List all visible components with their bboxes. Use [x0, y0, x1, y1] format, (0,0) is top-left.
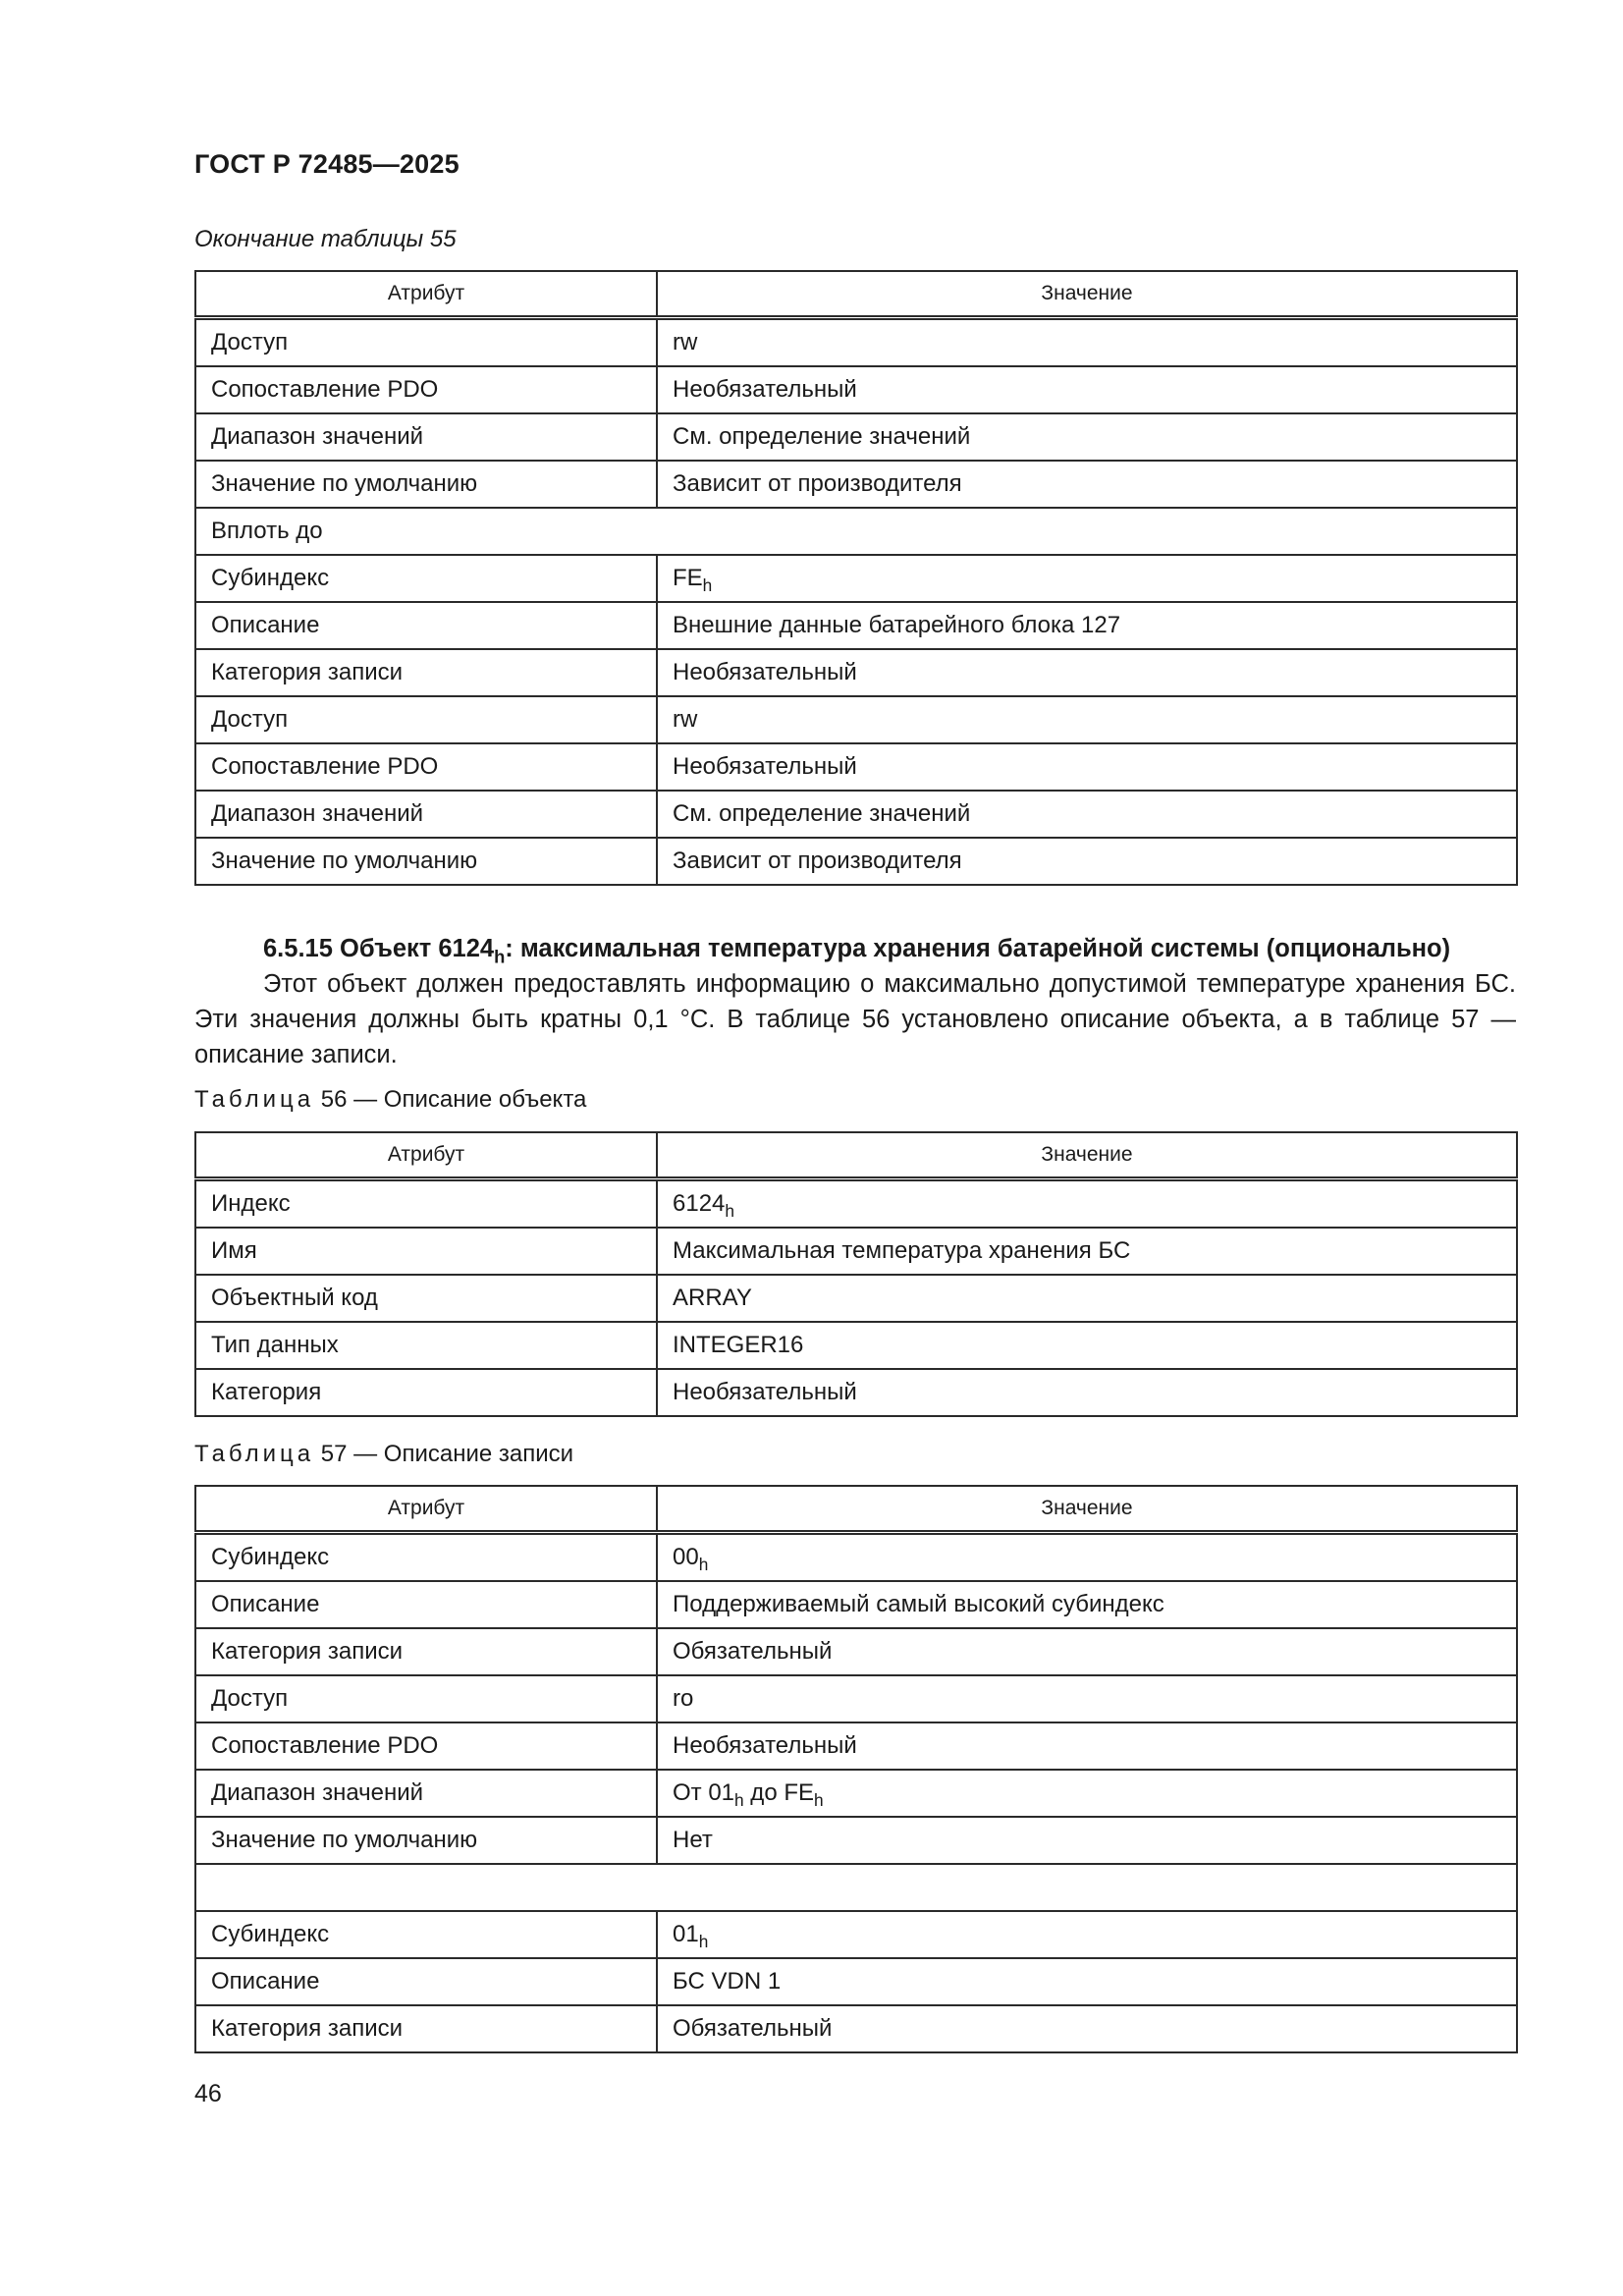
column-header-value: Значение — [657, 1132, 1517, 1179]
table-55 — [194, 270, 1518, 886]
table-row — [195, 1228, 1517, 1275]
table-row — [195, 1275, 1517, 1322]
attribute-cell: Тип данных — [195, 1322, 657, 1369]
table-row — [195, 743, 1517, 791]
column-header-value: Значение — [657, 271, 1517, 318]
attribute-cell: Объектный код — [195, 1275, 657, 1322]
table-row — [195, 1958, 1517, 2005]
attribute-cell: Значение по умолчанию — [195, 838, 657, 885]
value-cell: БС VDN 1 — [657, 1958, 1517, 2005]
table-row — [195, 1369, 1517, 1416]
value-cell: Необязательный — [657, 743, 1517, 791]
table-row — [195, 2005, 1517, 2052]
value-cell: $00_h$ — [657, 1533, 1517, 1582]
attribute-cell: Индекс — [195, 1179, 657, 1229]
table-row — [195, 413, 1517, 461]
value-cell: Обязательный — [657, 2005, 1517, 2052]
value-cell: См. определение значений — [657, 791, 1517, 838]
table-header-row — [195, 271, 1517, 318]
table-57 — [194, 1485, 1518, 2053]
attribute-cell: Категория — [195, 1369, 657, 1416]
table-row — [195, 1322, 1517, 1369]
attribute-cell: Диапазон значений — [195, 791, 657, 838]
value-cell: Зависит от производителя — [657, 461, 1517, 508]
column-header-attribute: Атрибут — [195, 1486, 657, 1533]
value-cell: rw — [657, 696, 1517, 743]
value-cell: Обязательный — [657, 1628, 1517, 1675]
table-row — [195, 1817, 1517, 1864]
document-id: ГОСТ Р 72485—2025 — [194, 149, 460, 179]
value-cell: См. определение значений — [657, 413, 1517, 461]
section-heading: 6.5.15 Объект $6124_h$: максимальная температура хранения батарейной системы (опционально) — [263, 935, 1451, 967]
table-row — [195, 791, 1517, 838]
attribute-cell: Диапазон значений — [195, 1770, 657, 1817]
section-paragraph: Этот объект должен предоставлять информацию о максимально допустимой температуре хранения БС. Эти значения должны быть кратны 0,1 °C. В таблице 56 установлено описание объекта, а в таблице 57 — описание записи. — [194, 970, 1516, 1068]
value-cell: Нет — [657, 1817, 1517, 1864]
attribute-cell: Категория записи — [195, 1628, 657, 1675]
value-cell: Внешние данные батарейного блока 127 — [657, 602, 1517, 649]
value-cell: Необязательный — [657, 1722, 1517, 1770]
value-cell: rw — [657, 318, 1517, 367]
attribute-cell: Описание — [195, 1958, 657, 2005]
attribute-cell: Субиндекс — [195, 555, 657, 602]
value-cell: $6124_h$ — [657, 1179, 1517, 1229]
table-row — [195, 1179, 1517, 1229]
table55-caption: Окончание таблицы 55 — [194, 226, 457, 252]
attribute-cell: Описание — [195, 602, 657, 649]
table-row — [195, 1581, 1517, 1628]
column-header-attribute: Атрибут — [195, 1132, 657, 1179]
table-row — [195, 838, 1517, 885]
attribute-cell: Субиндекс — [195, 1911, 657, 1958]
table-row — [195, 461, 1517, 508]
table57-caption: Таблица 57 — Описание записи — [194, 1441, 574, 1467]
attribute-cell: Сопоставление PDO — [195, 1722, 657, 1770]
attribute-cell: Субиндекс — [195, 1533, 657, 1582]
table-row — [195, 649, 1517, 696]
table-header-row — [195, 1132, 1517, 1179]
value-cell: Необязательный — [657, 366, 1517, 413]
attribute-cell: Диапазон значений — [195, 413, 657, 461]
table-row — [195, 1722, 1517, 1770]
column-header-value: Значение — [657, 1486, 1517, 1533]
table-56 — [194, 1131, 1518, 1417]
attribute-cell: Доступ — [195, 318, 657, 367]
attribute-cell: Значение по умолчанию — [195, 461, 657, 508]
value-cell: Поддерживаемый самый высокий субиндекс — [657, 1581, 1517, 1628]
value-cell: $FE_h$ — [657, 555, 1517, 602]
value-cell: ARRAY — [657, 1275, 1517, 1322]
attribute-cell: Доступ — [195, 1675, 657, 1722]
table-row — [195, 555, 1517, 602]
row-label-spanning — [195, 1864, 1517, 1911]
table-row — [195, 1533, 1517, 1582]
value-cell: $01_h$ — [657, 1911, 1517, 1958]
attribute-cell: Описание — [195, 1581, 657, 1628]
section-6-5-15 — [194, 931, 1516, 1072]
value-cell: ro — [657, 1675, 1517, 1722]
attribute-cell: Категория записи — [195, 2005, 657, 2052]
attribute-cell: Значение по умолчанию — [195, 1817, 657, 1864]
table-row — [195, 1864, 1517, 1911]
value-cell: Необязательный — [657, 1369, 1517, 1416]
page-number: 46 — [194, 2080, 222, 2107]
table-row — [195, 1770, 1517, 1817]
table-header-row — [195, 1486, 1517, 1533]
table-row — [195, 696, 1517, 743]
column-header-attribute: Атрибут — [195, 271, 657, 318]
table56-caption: Таблица 56 — Описание объекта — [194, 1086, 587, 1113]
table-row — [195, 1628, 1517, 1675]
table-row — [195, 602, 1517, 649]
row-label-spanning: Вплоть до — [195, 508, 1517, 555]
attribute-cell: Сопоставление PDO — [195, 366, 657, 413]
value-cell: Зависит от производителя — [657, 838, 1517, 885]
attribute-cell: Имя — [195, 1228, 657, 1275]
value-cell: INTEGER16 — [657, 1322, 1517, 1369]
attribute-cell: Категория записи — [195, 649, 657, 696]
value-cell: Необязательный — [657, 649, 1517, 696]
value-cell: От $01_h$ до $FE_h$ — [657, 1770, 1517, 1817]
attribute-cell: Сопоставление PDO — [195, 743, 657, 791]
value-cell: Максимальная температура хранения БС — [657, 1228, 1517, 1275]
table-row — [195, 508, 1517, 555]
table-row — [195, 1675, 1517, 1722]
table-row — [195, 366, 1517, 413]
attribute-cell: Доступ — [195, 696, 657, 743]
table-row — [195, 1911, 1517, 1958]
table-row — [195, 318, 1517, 367]
